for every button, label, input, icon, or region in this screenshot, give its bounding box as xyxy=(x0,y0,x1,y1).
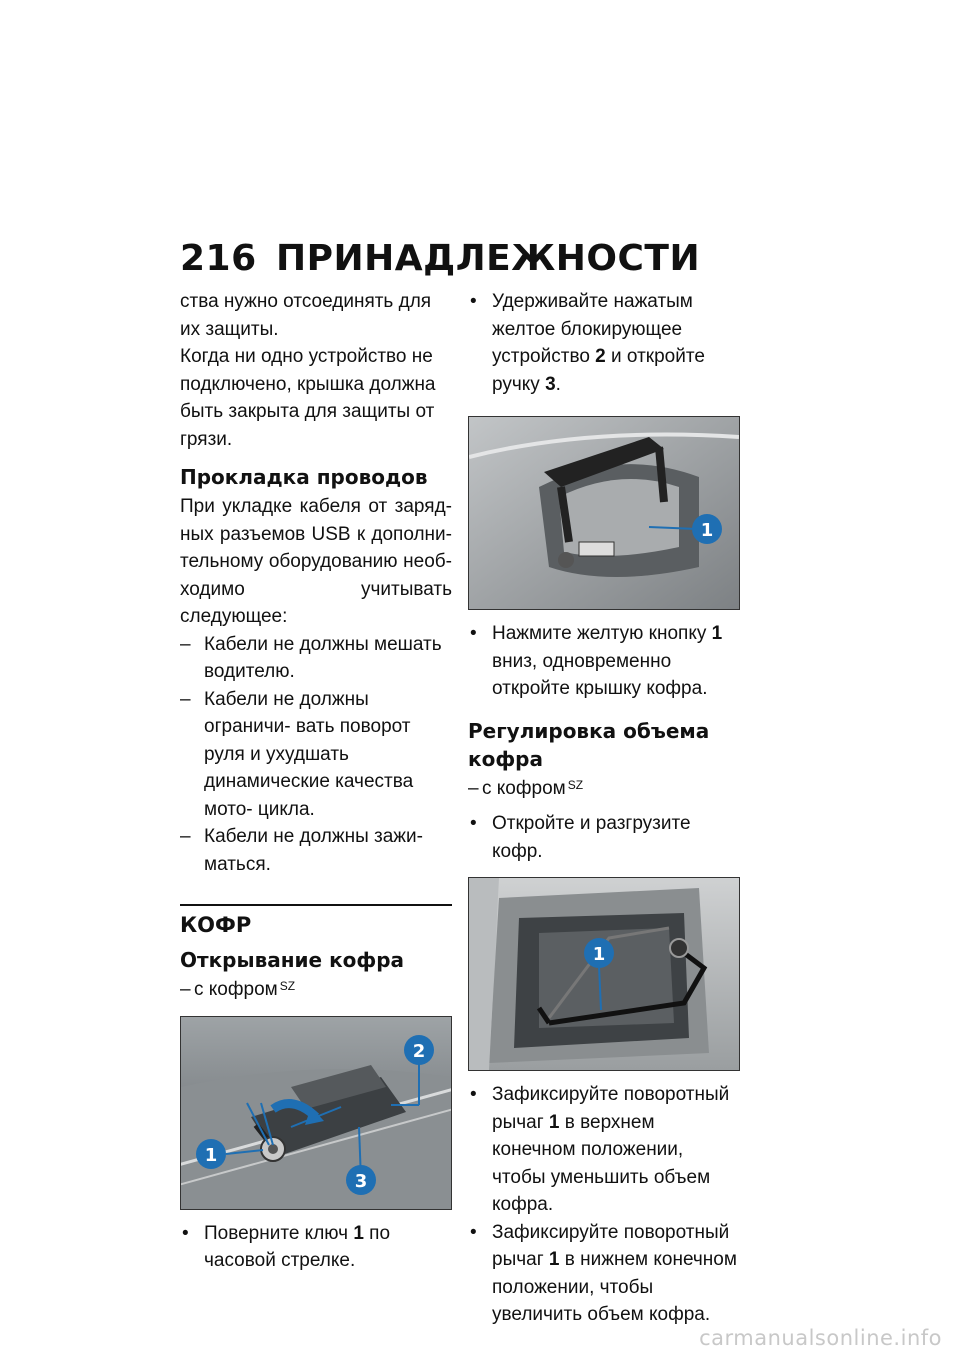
callout-2 xyxy=(404,1035,434,1065)
dash-item: – Кабели не должны мешать водителю. xyxy=(180,633,442,682)
svg-text:3: 3 xyxy=(354,1170,368,1192)
section-title: КОФР xyxy=(180,913,252,937)
subheading-opening-case: Открывание кофра xyxy=(180,948,405,972)
case-handle-illustration xyxy=(469,417,739,609)
svg-text:1: 1 xyxy=(700,520,714,541)
case-lock-illustration xyxy=(181,1017,451,1209)
subheading-cable-routing: Прокладка проводов xyxy=(180,465,428,489)
right-column xyxy=(468,288,740,1329)
photo-lever xyxy=(468,877,740,1071)
subheading-adjust-volume: Регулировка объема кофра xyxy=(468,718,710,771)
section-rule xyxy=(180,904,452,906)
dash-item: – Кабели не должны зажи- маться. xyxy=(180,826,423,875)
photo-handle xyxy=(468,416,740,610)
paragraph: ства нужно отсоединять для их защиты. xyxy=(180,291,432,340)
callout-3 xyxy=(346,1165,376,1195)
bullet-item: • Откройте и разгрузите кофр. xyxy=(468,810,740,865)
bullet-item: • Нажмите желтую кнопку 1 вниз, одновременно откройте крышку кофра. xyxy=(468,620,740,703)
callout-1 xyxy=(196,1139,226,1169)
svg-text:1: 1 xyxy=(204,1144,218,1166)
bullet-item: • Удерживайте нажатым желтое блокирующее устройство 2 и откройте ручку 3. xyxy=(468,288,740,398)
watermark: carmanualsonline.info xyxy=(699,1326,942,1350)
callout-1 xyxy=(584,938,614,968)
bullet-item: • Зафиксируйте поворотный рычаг 1 в верхнем конечном положении, чтобы уменьшить объем кофра. xyxy=(468,1081,740,1219)
condition-line: – с кофром $^{SZ}$ xyxy=(468,777,584,799)
dash-item: – Кабели не должны ограничи- вать поворот руля и ухудшать динамические качества мото- цикла. xyxy=(180,688,414,820)
left-column xyxy=(180,288,452,1275)
case-lever-illustration xyxy=(469,878,739,1070)
page-header xyxy=(180,238,780,279)
condition-line: – с кофром $^{SZ}$ xyxy=(180,979,296,1000)
paragraph: При укладке кабеля от заряд- ных разъемов USB к дополни- тельному оборудованию необ- ходимо учитывать следующее: xyxy=(180,496,452,627)
photo-case-key xyxy=(180,1016,452,1210)
paragraph: Когда ни одно устройство не подключено, крышка должна быть закрыта для защиты от грязи. xyxy=(180,346,436,450)
page-title: ПРИНАДЛЕЖНОСТИ xyxy=(276,238,701,279)
bullet-item: • Поверните ключ 1 по часовой стрелке. xyxy=(180,1220,452,1275)
page-number: 216 xyxy=(180,238,257,279)
svg-text:2: 2 xyxy=(412,1040,426,1062)
svg-text:1: 1 xyxy=(592,944,606,965)
bullet-item: • Зафиксируйте поворотный рычаг 1 в нижнем конечном положении, чтобы увеличить объем кофра. xyxy=(468,1219,740,1329)
callout-1 xyxy=(692,514,722,544)
